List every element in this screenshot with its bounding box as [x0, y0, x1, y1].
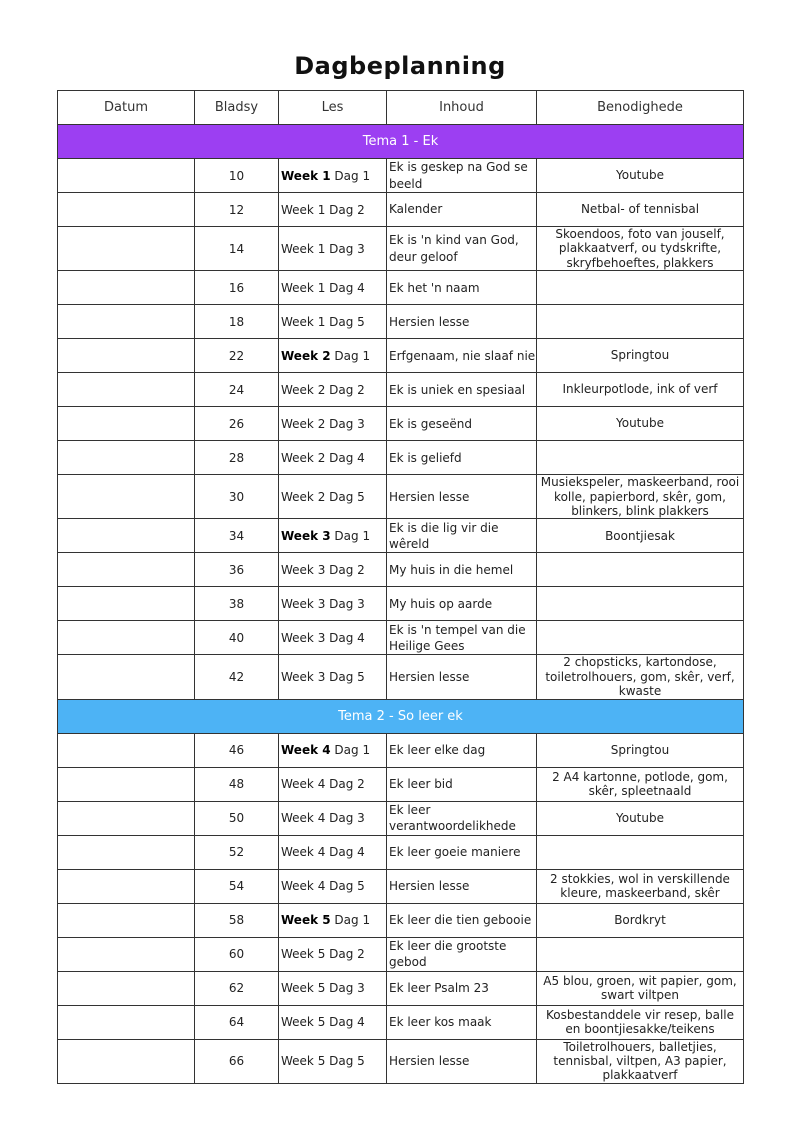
table-row	[58, 441, 744, 475]
les-cell	[279, 587, 387, 621]
benodighede-cell: Kosbestanddele vir resep, balle en boontjiesakke/teikens	[537, 1005, 744, 1039]
les-dag: Dag 4	[329, 280, 365, 295]
header-les: Les	[279, 91, 387, 125]
les-cell	[279, 869, 387, 903]
table-row	[58, 193, 744, 227]
les-week: Week 2	[281, 416, 326, 431]
les-dag: Dag 5	[329, 314, 365, 329]
inhoud-cell: Ek is geseënd	[387, 407, 537, 441]
benodighede-cell	[537, 553, 744, 587]
datum-cell[interactable]	[58, 339, 195, 373]
les-dag: Dag 5	[329, 669, 365, 684]
benodighede-cell: 2 A4 kartonne, potlode, gom, skêr, spleetnaald	[537, 767, 744, 801]
les-dag: Dag 2	[329, 777, 365, 792]
benodighede-cell	[537, 587, 744, 621]
table-row	[58, 1005, 744, 1039]
les-dag: Dag 3	[329, 416, 365, 431]
inhoud-cell: Ek is geliefd	[387, 441, 537, 475]
les-cell	[279, 475, 387, 519]
bladsy-cell: 62	[195, 971, 279, 1005]
les-week: Week 1	[281, 168, 331, 183]
les-week: Week 1	[281, 280, 326, 295]
bladsy-cell: 16	[195, 271, 279, 305]
benodighede-cell	[537, 305, 744, 339]
les-dag: Dag 2	[329, 562, 365, 577]
header-row	[58, 91, 744, 125]
datum-cell[interactable]	[58, 1039, 195, 1083]
bladsy-cell: 30	[195, 475, 279, 519]
benodighede-cell: Bordkryt	[537, 903, 744, 937]
theme-row	[58, 699, 744, 733]
bladsy-cell: 14	[195, 227, 279, 271]
les-dag: Dag 1	[334, 168, 371, 183]
datum-cell[interactable]	[58, 305, 195, 339]
les-week: Week 4	[281, 777, 326, 792]
inhoud-cell: Hersien lesse	[387, 655, 537, 699]
datum-cell[interactable]	[58, 1005, 195, 1039]
table-row	[58, 159, 744, 193]
bladsy-cell: 46	[195, 733, 279, 767]
les-dag: Dag 1	[334, 913, 371, 928]
les-cell	[279, 159, 387, 193]
bladsy-cell: 38	[195, 587, 279, 621]
les-dag: Dag 4	[329, 630, 365, 645]
les-dag: Dag 2	[329, 947, 365, 962]
datum-cell[interactable]	[58, 519, 195, 553]
inhoud-cell: My huis in die hemel	[387, 553, 537, 587]
datum-cell[interactable]	[58, 407, 195, 441]
datum-cell[interactable]	[58, 621, 195, 655]
bladsy-cell: 22	[195, 339, 279, 373]
les-week: Week 3	[281, 528, 331, 543]
datum-cell[interactable]	[58, 903, 195, 937]
benodighede-cell: Skoendoos, foto van jouself, plakkaatverf, ou tydskrifte, skryfbehoeftes, plakkers	[537, 227, 744, 271]
inhoud-cell: Ek is geskep na God se beeld	[387, 159, 537, 193]
benodighede-cell: Youtube	[537, 801, 744, 835]
les-week: Week 5	[281, 1015, 326, 1030]
benodighede-cell	[537, 441, 744, 475]
header-bladsy: Bladsy	[195, 91, 279, 125]
table-row	[58, 801, 744, 835]
benodighede-cell: Toiletrolhouers, balletjies, tennisbal, viltpen, A3 papier, plakkaatverf	[537, 1039, 744, 1083]
les-cell	[279, 193, 387, 227]
inhoud-cell: Ek leer bid	[387, 767, 537, 801]
les-cell	[279, 271, 387, 305]
bladsy-cell: 10	[195, 159, 279, 193]
datum-cell[interactable]	[58, 767, 195, 801]
datum-cell[interactable]	[58, 193, 195, 227]
inhoud-cell: Hersien lesse	[387, 1039, 537, 1083]
datum-cell[interactable]	[58, 373, 195, 407]
les-cell	[279, 733, 387, 767]
les-week: Week 4	[281, 811, 326, 826]
bladsy-cell: 64	[195, 1005, 279, 1039]
planning-table	[57, 90, 744, 1084]
datum-cell[interactable]	[58, 971, 195, 1005]
les-cell	[279, 1005, 387, 1039]
bladsy-cell: 18	[195, 305, 279, 339]
les-cell	[279, 621, 387, 655]
theme-label: Tema 1 - Ek	[58, 125, 744, 159]
les-cell	[279, 373, 387, 407]
les-cell	[279, 767, 387, 801]
table-row	[58, 475, 744, 519]
datum-cell[interactable]	[58, 227, 195, 271]
les-week: Week 5	[281, 913, 331, 928]
les-cell	[279, 441, 387, 475]
header-datum: Datum	[58, 91, 195, 125]
bladsy-cell: 40	[195, 621, 279, 655]
inhoud-cell: Ek is 'n tempel van die Heilige Gees	[387, 621, 537, 655]
table-row	[58, 733, 744, 767]
theme-label: Tema 2 - So leer ek	[58, 699, 744, 733]
les-cell	[279, 339, 387, 373]
les-dag: Dag 5	[329, 879, 365, 894]
bladsy-cell: 66	[195, 1039, 279, 1083]
bladsy-cell: 50	[195, 801, 279, 835]
les-week: Week 4	[281, 845, 326, 860]
table-row	[58, 903, 744, 937]
datum-cell[interactable]	[58, 159, 195, 193]
datum-cell[interactable]	[58, 655, 195, 699]
les-dag: Dag 2	[329, 202, 365, 217]
les-week: Week 5	[281, 981, 326, 996]
benodighede-cell: Youtube	[537, 159, 744, 193]
inhoud-cell: Ek het 'n naam	[387, 271, 537, 305]
table-row	[58, 1039, 744, 1083]
datum-cell[interactable]	[58, 271, 195, 305]
inhoud-cell: Ek is uniek en spesiaal	[387, 373, 537, 407]
benodighede-cell: Springtou	[537, 339, 744, 373]
les-cell	[279, 903, 387, 937]
benodighede-cell: Boontjiesak	[537, 519, 744, 553]
les-week: Week 4	[281, 743, 331, 758]
les-dag: Dag 1	[334, 348, 371, 363]
benodighede-cell	[537, 271, 744, 305]
les-dag: Dag 3	[329, 811, 365, 826]
inhoud-cell: Ek leer kos maak	[387, 1005, 537, 1039]
bladsy-cell: 34	[195, 519, 279, 553]
inhoud-cell: My huis op aarde	[387, 587, 537, 621]
table-row	[58, 271, 744, 305]
les-dag: Dag 1	[334, 528, 371, 543]
les-dag: Dag 3	[329, 596, 365, 611]
les-week: Week 3	[281, 562, 326, 577]
header-benodighede: Benodighede	[537, 91, 744, 125]
les-week: Week 1	[281, 202, 326, 217]
les-cell	[279, 407, 387, 441]
datum-cell[interactable]	[58, 801, 195, 835]
datum-cell[interactable]	[58, 733, 195, 767]
les-week: Week 1	[281, 241, 326, 256]
les-week: Week 4	[281, 879, 326, 894]
inhoud-cell: Ek leer verantwoordelikhede	[387, 801, 537, 835]
les-cell	[279, 305, 387, 339]
les-week: Week 5	[281, 947, 326, 962]
bladsy-cell: 60	[195, 937, 279, 971]
table-row	[58, 937, 744, 971]
header-inhoud: Inhoud	[387, 91, 537, 125]
benodighede-cell	[537, 621, 744, 655]
benodighede-cell: A5 blou, groen, wit papier, gom, swart viltpen	[537, 971, 744, 1005]
les-dag: Dag 5	[329, 489, 365, 504]
benodighede-cell: 2 stokkies, wol in verskillende kleure, maskeerband, skêr	[537, 869, 744, 903]
benodighede-cell: Inkleurpotlode, ink of verf	[537, 373, 744, 407]
benodighede-cell: Springtou	[537, 733, 744, 767]
benodighede-cell	[537, 937, 744, 971]
les-cell	[279, 801, 387, 835]
les-cell	[279, 553, 387, 587]
inhoud-cell: Kalender	[387, 193, 537, 227]
les-cell	[279, 519, 387, 553]
table-row	[58, 655, 744, 699]
inhoud-cell: Ek is 'n kind van God, deur geloof	[387, 227, 537, 271]
datum-cell[interactable]	[58, 835, 195, 869]
les-cell	[279, 937, 387, 971]
inhoud-cell: Hersien lesse	[387, 305, 537, 339]
datum-cell[interactable]	[58, 553, 195, 587]
les-week: Week 2	[281, 348, 331, 363]
table-row	[58, 339, 744, 373]
table-body	[58, 125, 744, 1084]
bladsy-cell: 58	[195, 903, 279, 937]
table-row	[58, 227, 744, 271]
les-cell	[279, 1039, 387, 1083]
table-row	[58, 971, 744, 1005]
datum-cell[interactable]	[58, 441, 195, 475]
benodighede-cell: 2 chopsticks, kartondose, toiletrolhouers, gom, skêr, verf, kwaste	[537, 655, 744, 699]
bladsy-cell: 28	[195, 441, 279, 475]
les-dag: Dag 4	[329, 1015, 365, 1030]
inhoud-cell: Ek leer goeie maniere	[387, 835, 537, 869]
les-dag: Dag 2	[329, 382, 365, 397]
les-cell	[279, 227, 387, 271]
les-week: Week 2	[281, 450, 326, 465]
benodighede-cell: Musiekspeler, maskeerband, rooi kolle, papierbord, skêr, gom, blinkers, blink plakkers	[537, 475, 744, 519]
inhoud-cell: Hersien lesse	[387, 869, 537, 903]
bladsy-cell: 48	[195, 767, 279, 801]
bladsy-cell: 12	[195, 193, 279, 227]
table-row	[58, 373, 744, 407]
les-week: Week 3	[281, 596, 326, 611]
benodighede-cell: Netbal- of tennisbal	[537, 193, 744, 227]
table-row	[58, 587, 744, 621]
les-week: Week 2	[281, 382, 326, 397]
les-cell	[279, 835, 387, 869]
bladsy-cell: 52	[195, 835, 279, 869]
table-row	[58, 767, 744, 801]
table-row	[58, 621, 744, 655]
les-dag: Dag 3	[329, 981, 365, 996]
table-row	[58, 305, 744, 339]
page-title: Dagbeplanning	[294, 52, 506, 80]
benodighede-cell: Youtube	[537, 407, 744, 441]
datum-cell[interactable]	[58, 937, 195, 971]
datum-cell[interactable]	[58, 869, 195, 903]
inhoud-cell: Ek is die lig vir die wêreld	[387, 519, 537, 553]
les-cell	[279, 971, 387, 1005]
les-dag: Dag 4	[329, 845, 365, 860]
les-week: Week 3	[281, 630, 326, 645]
les-week: Week 2	[281, 489, 326, 504]
table-row	[58, 407, 744, 441]
bladsy-cell: 54	[195, 869, 279, 903]
datum-cell[interactable]	[58, 587, 195, 621]
table-row	[58, 519, 744, 553]
inhoud-cell: Hersien lesse	[387, 475, 537, 519]
table-row	[58, 553, 744, 587]
datum-cell[interactable]	[58, 475, 195, 519]
benodighede-cell	[537, 835, 744, 869]
inhoud-cell: Ek leer Psalm 23	[387, 971, 537, 1005]
table-row	[58, 869, 744, 903]
table-row	[58, 835, 744, 869]
les-week: Week 3	[281, 669, 326, 684]
les-cell	[279, 655, 387, 699]
les-dag: Dag 5	[329, 1054, 365, 1069]
inhoud-cell: Erfgenaam, nie slaaf nie	[387, 339, 537, 373]
les-dag: Dag 4	[329, 450, 365, 465]
bladsy-cell: 24	[195, 373, 279, 407]
les-week: Week 1	[281, 314, 326, 329]
inhoud-cell: Ek leer die grootste gebod	[387, 937, 537, 971]
les-dag: Dag 1	[334, 743, 371, 758]
les-week: Week 5	[281, 1054, 326, 1069]
bladsy-cell: 36	[195, 553, 279, 587]
theme-row	[58, 125, 744, 159]
bladsy-cell: 42	[195, 655, 279, 699]
inhoud-cell: Ek leer elke dag	[387, 733, 537, 767]
inhoud-cell: Ek leer die tien gebooie	[387, 903, 537, 937]
les-dag: Dag 3	[329, 241, 365, 256]
bladsy-cell: 26	[195, 407, 279, 441]
